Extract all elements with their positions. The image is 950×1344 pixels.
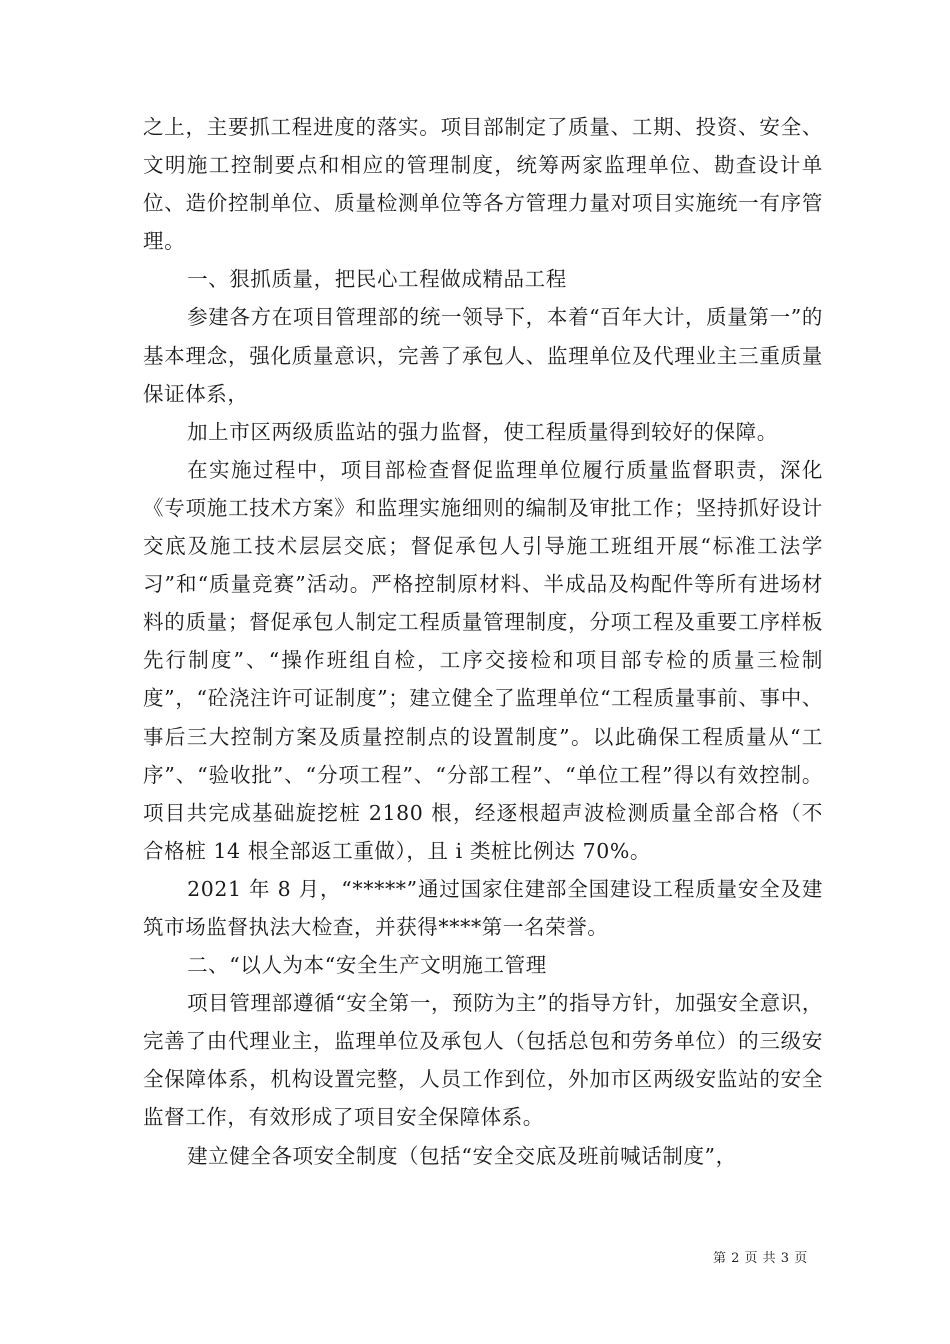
paragraph: 之上，主要抓工程进度的落实。项目部制定了质量、工期、投资、安全、文明施工控制要点和相应的管理制度，统筹两家监理单位、勘查设计单位、造价控制单位、质量检测单位等各方管理力量对项目实施统一有序管理。 (143, 115, 823, 254)
paragraph: 加上市区两级质监站的强力监督，使工程质量得到较好的保障。 (187, 419, 778, 444)
paragraph: 项目管理部遵循“安全第一，预防为主”的指导方针，加强安全意识，完善了由代理业主，监理单位及承包人（包括总包和劳务单位）的三级安全保障体系，机构设置完整，人员工作到位，外加市区两级安监站的安全监督工作，有效形成了项目安全保障体系。 (143, 991, 823, 1130)
page-number-footer: 第 2 页 共 3 页 (713, 1251, 808, 1266)
paragraph: 建立健全各项安全制度（包括“安全交底及班前喊话制度”， (187, 1143, 737, 1168)
paragraph: 在实施过程中，项目部检查督促监理单位履行质量监督职责，深化《专项施工技术方案》和监理实施细则的编制及审批工作；坚持抓好设计交底及施工技术层层交底；督促承包人引导施工班组开展“标准工法学习”和“质量竞赛”活动。严格控制原材料、半成品及构配件等所有进场材料的质量；督促承包人制定工程质量管理制度，分项工程及重要工序样板先行制度”、“操作班组自检，工序交接检和项目部专检的质量三检制度”，“砼浇注许可证制度”；建立健全了监理单位“工程质量事前、事中、事后三大控制方案及质量控制点的设置制度”。以此确保工程质量从“工序”、“验收批”、“分项工程”、“分部工程”、“单位工程”得以有效控制。项目共完成基础旋挖桩 2180 根，经逐根超声波检测质量全部合格（不合格桩 14 根全部返工重做），且 i 类桩比例达 70%。 (143, 457, 823, 863)
paragraph: 2021 年 8 月，“*****”通过国家住建部全国建设工程质量安全及建筑市场监督执法大检查，并获得****第一名荣誉。 (143, 876, 823, 939)
document-body (143, 108, 823, 1175)
paragraph: 参建各方在项目管理部的统一领导下，本着“百年大计，质量第一”的基本理念，强化质量意识，完善了承包人、监理单位及代理业主三重质量保证体系， (143, 305, 823, 406)
section-heading: 一、狠抓质量，把民心工程做成精品工程 (187, 267, 567, 292)
section-heading: 二、“以人为本“安全生产文明施工管理 (187, 953, 547, 978)
